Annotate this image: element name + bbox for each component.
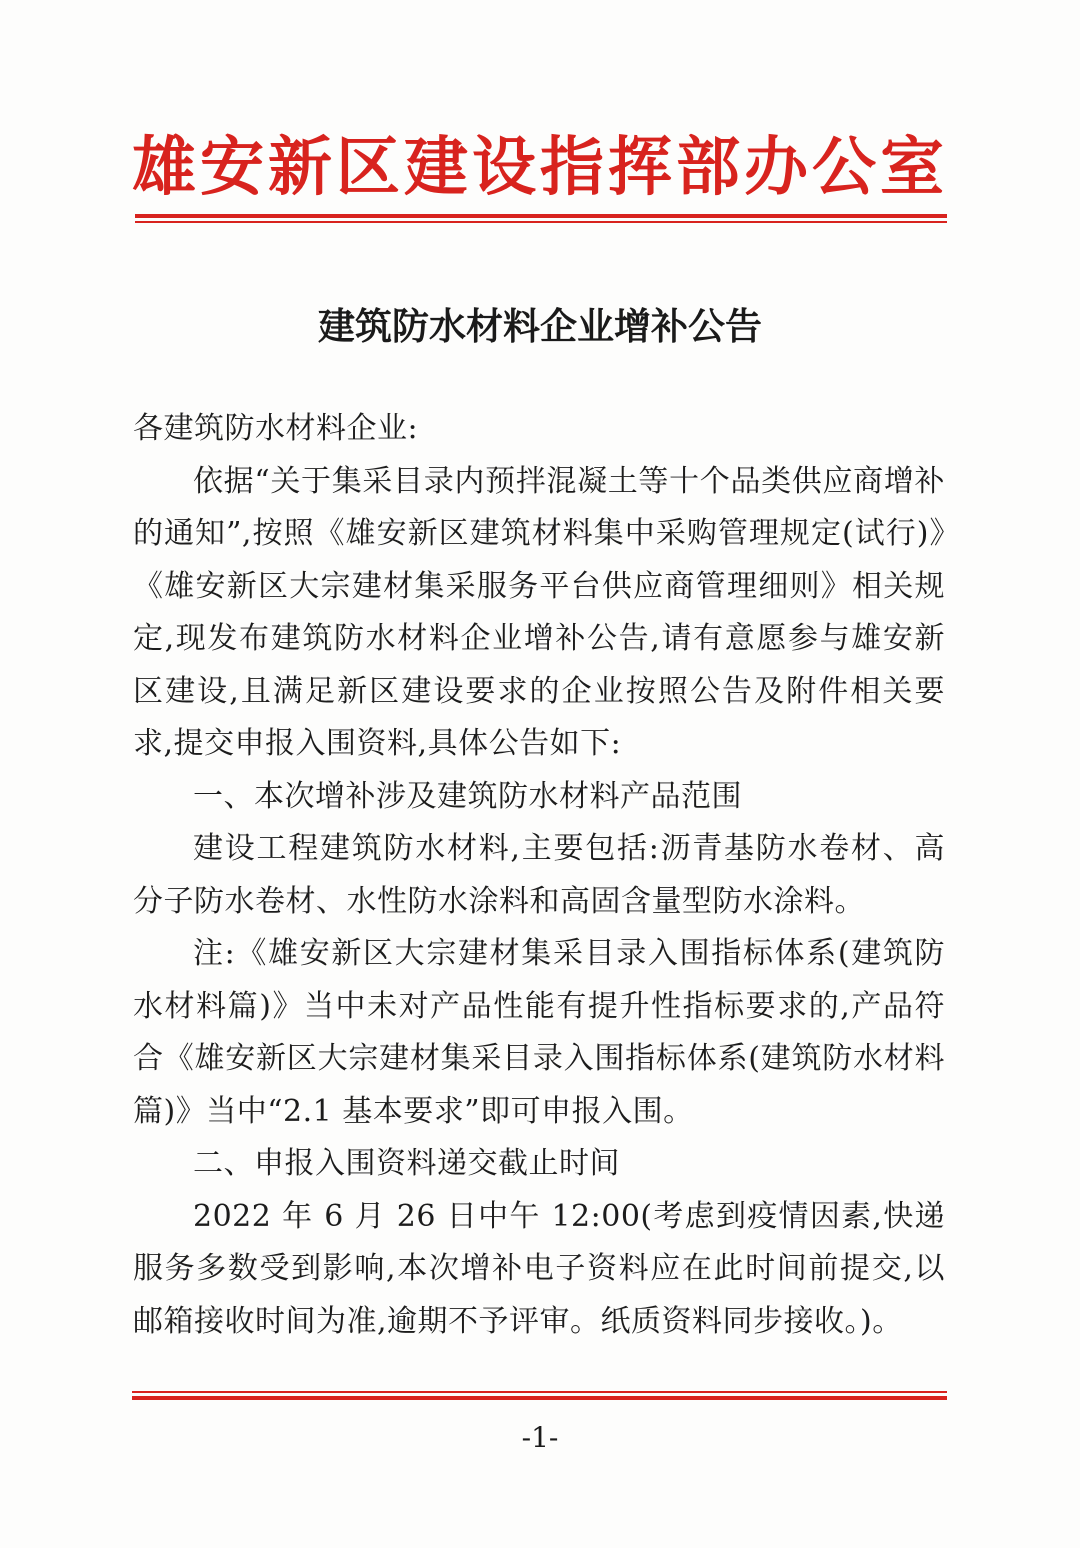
footer-rule-thick-line: [132, 1396, 947, 1400]
header-rule-thin-line: [135, 221, 947, 223]
page-number: -1-: [521, 1421, 559, 1454]
section-1-note: 注:《雄安新区大宗建材集采目录入围指标体系(建筑防水材料篇)》当中未对产品性能有提升性指标要求的,产品符合《雄安新区大宗建材集采目录入围指标体系(建筑防水材料篇)》当中“2.1 基本要求”即可申报入围。: [133, 936, 945, 1129]
header-red-rule: [135, 214, 947, 223]
section-2-content: 2022 年 6 月 26 日中午 12:00(考虑到疫情因素,快递服务多数受到影响,本次增补电子资料应在此时间前提交,以邮箱接收时间为准,逾期不予评审。纸质资料同步接收。)。: [133, 1198, 945, 1339]
salutation: 各建筑防水材料企业:: [133, 411, 419, 446]
document-body: [133, 403, 945, 1348]
section-1-content: 建设工程建筑防水材料,主要包括:沥青基防水卷材、高分子防水卷材、水性防水涂料和高固含量型防水涂料。: [133, 831, 945, 919]
document-title: 建筑防水材料企业增补公告: [318, 304, 762, 348]
section-2-heading: 二、申报入围资料递交截止时间: [193, 1146, 620, 1181]
intro-paragraph: 依据“关于集采目录内预拌混凝土等十个品类供应商增补的通知”,按照《雄安新区建筑材料集中采购管理规定(试行)》《雄安新区大宗建材集采服务平台供应商管理细则》相关规定,现发布建筑防水材料企业增补公告,请有意愿参与雄安新区建设,且满足新区建设要求的企业按照公告及附件相关要求,提交申报入围资料,具体公告如下:: [133, 463, 945, 761]
footer-red-rule: [132, 1391, 947, 1400]
organization-header: 雄安新区建设指挥部办公室: [132, 130, 948, 205]
section-1-heading: 一、本次增补涉及建筑防水材料产品范围: [193, 778, 742, 814]
